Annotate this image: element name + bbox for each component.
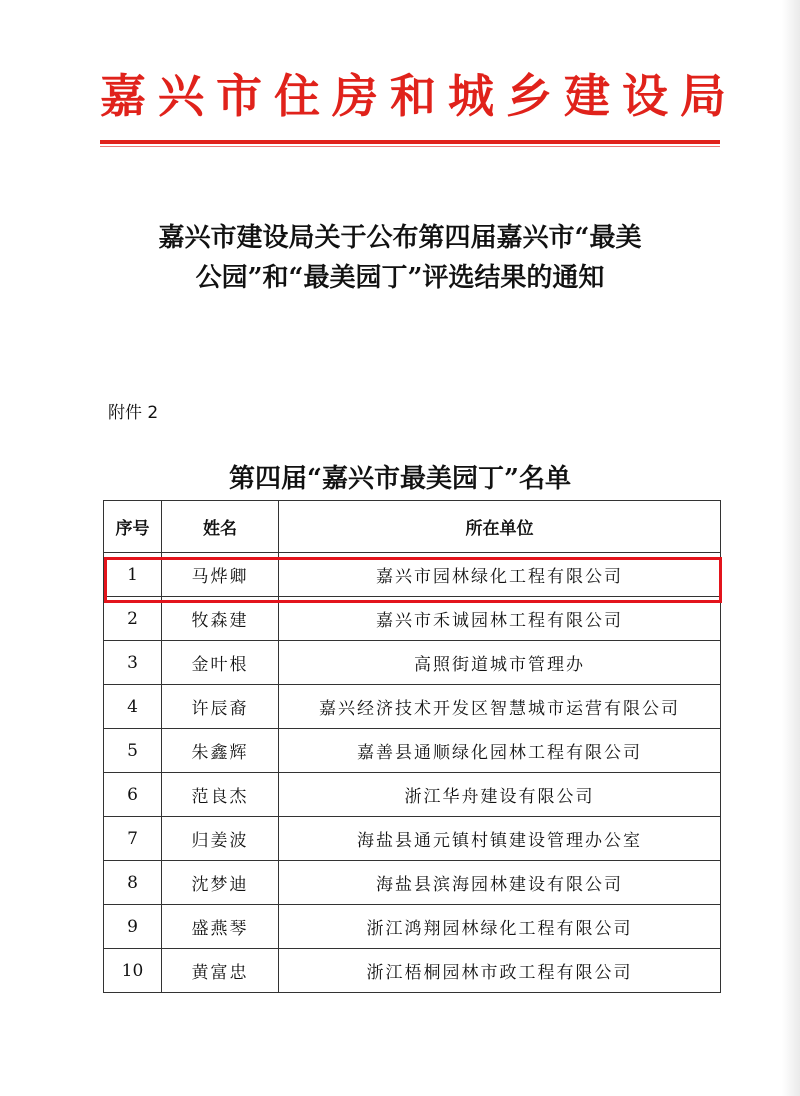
notice-title-line2: 公园”和“最美园丁”评选结果的通知: [195, 263, 605, 293]
cell-name: 牧森建: [162, 597, 279, 641]
cell-unit: 嘉兴市禾诚园林工程有限公司: [279, 597, 721, 641]
cell-seq: 9: [104, 905, 162, 949]
cell-unit: 海盐县滨海园林建设有限公司: [279, 861, 721, 905]
letterhead-red-rule: [100, 140, 720, 144]
cell-seq: 5: [104, 729, 162, 773]
cell-unit: 浙江华舟建设有限公司: [279, 773, 721, 817]
cell-name: 许辰裔: [162, 685, 279, 729]
cell-name: 朱鑫辉: [162, 729, 279, 773]
table-row: [104, 685, 721, 729]
table-row: [104, 729, 721, 773]
table-row: [104, 773, 721, 817]
cell-seq: 4: [104, 685, 162, 729]
table-row: [104, 949, 721, 993]
table-row: [104, 597, 721, 641]
table-row: [104, 553, 721, 597]
table-row: [104, 905, 721, 949]
cell-seq: 6: [104, 773, 162, 817]
cell-name: 黄富忠: [162, 949, 279, 993]
cell-seq: 8: [104, 861, 162, 905]
cell-unit: 嘉兴市园林绿化工程有限公司: [279, 553, 721, 597]
cell-unit: 嘉兴经济技术开发区智慧城市运营有限公司: [279, 685, 721, 729]
table-row: [104, 817, 721, 861]
header-unit: 所在单位: [279, 501, 721, 553]
list-title: 第四届“嘉兴市最美园丁”名单: [229, 464, 571, 494]
cell-unit: 浙江鸿翔园林绿化工程有限公司: [279, 905, 721, 949]
attachment-label: 附件 2: [108, 403, 159, 423]
cell-name: 归姜波: [162, 817, 279, 861]
cell-unit: 嘉善县通顺绿化园林工程有限公司: [279, 729, 721, 773]
cell-name: 马烨卿: [162, 553, 279, 597]
header-name: 姓名: [162, 501, 279, 553]
cell-name: 金叶根: [162, 641, 279, 685]
table-row: [104, 641, 721, 685]
notice-title: [110, 218, 690, 298]
header-seq: 序号: [104, 501, 162, 553]
cell-seq: 1: [104, 553, 162, 597]
cell-name: 沈梦迪: [162, 861, 279, 905]
cell-seq: 2: [104, 597, 162, 641]
cell-seq: 3: [104, 641, 162, 685]
cell-unit: 海盐县通元镇村镇建设管理办公室: [279, 817, 721, 861]
gardener-list-table: [103, 500, 721, 993]
cell-name: 范良杰: [162, 773, 279, 817]
page-edge-shadow: [782, 0, 800, 1096]
cell-name: 盛燕琴: [162, 905, 279, 949]
table-row: [104, 861, 721, 905]
letterhead-red-rule-thin: [100, 146, 720, 147]
cell-unit: 高照街道城市管理办: [279, 641, 721, 685]
cell-seq: 7: [104, 817, 162, 861]
letterhead-title: 嘉兴市住房和城乡建设局: [100, 69, 738, 123]
cell-unit: 浙江梧桐园林市政工程有限公司: [279, 949, 721, 993]
table-header-row: [104, 501, 721, 553]
notice-title-line1: 嘉兴市建设局关于公布第四届嘉兴市“最美: [158, 223, 642, 253]
cell-seq: 10: [104, 949, 162, 993]
